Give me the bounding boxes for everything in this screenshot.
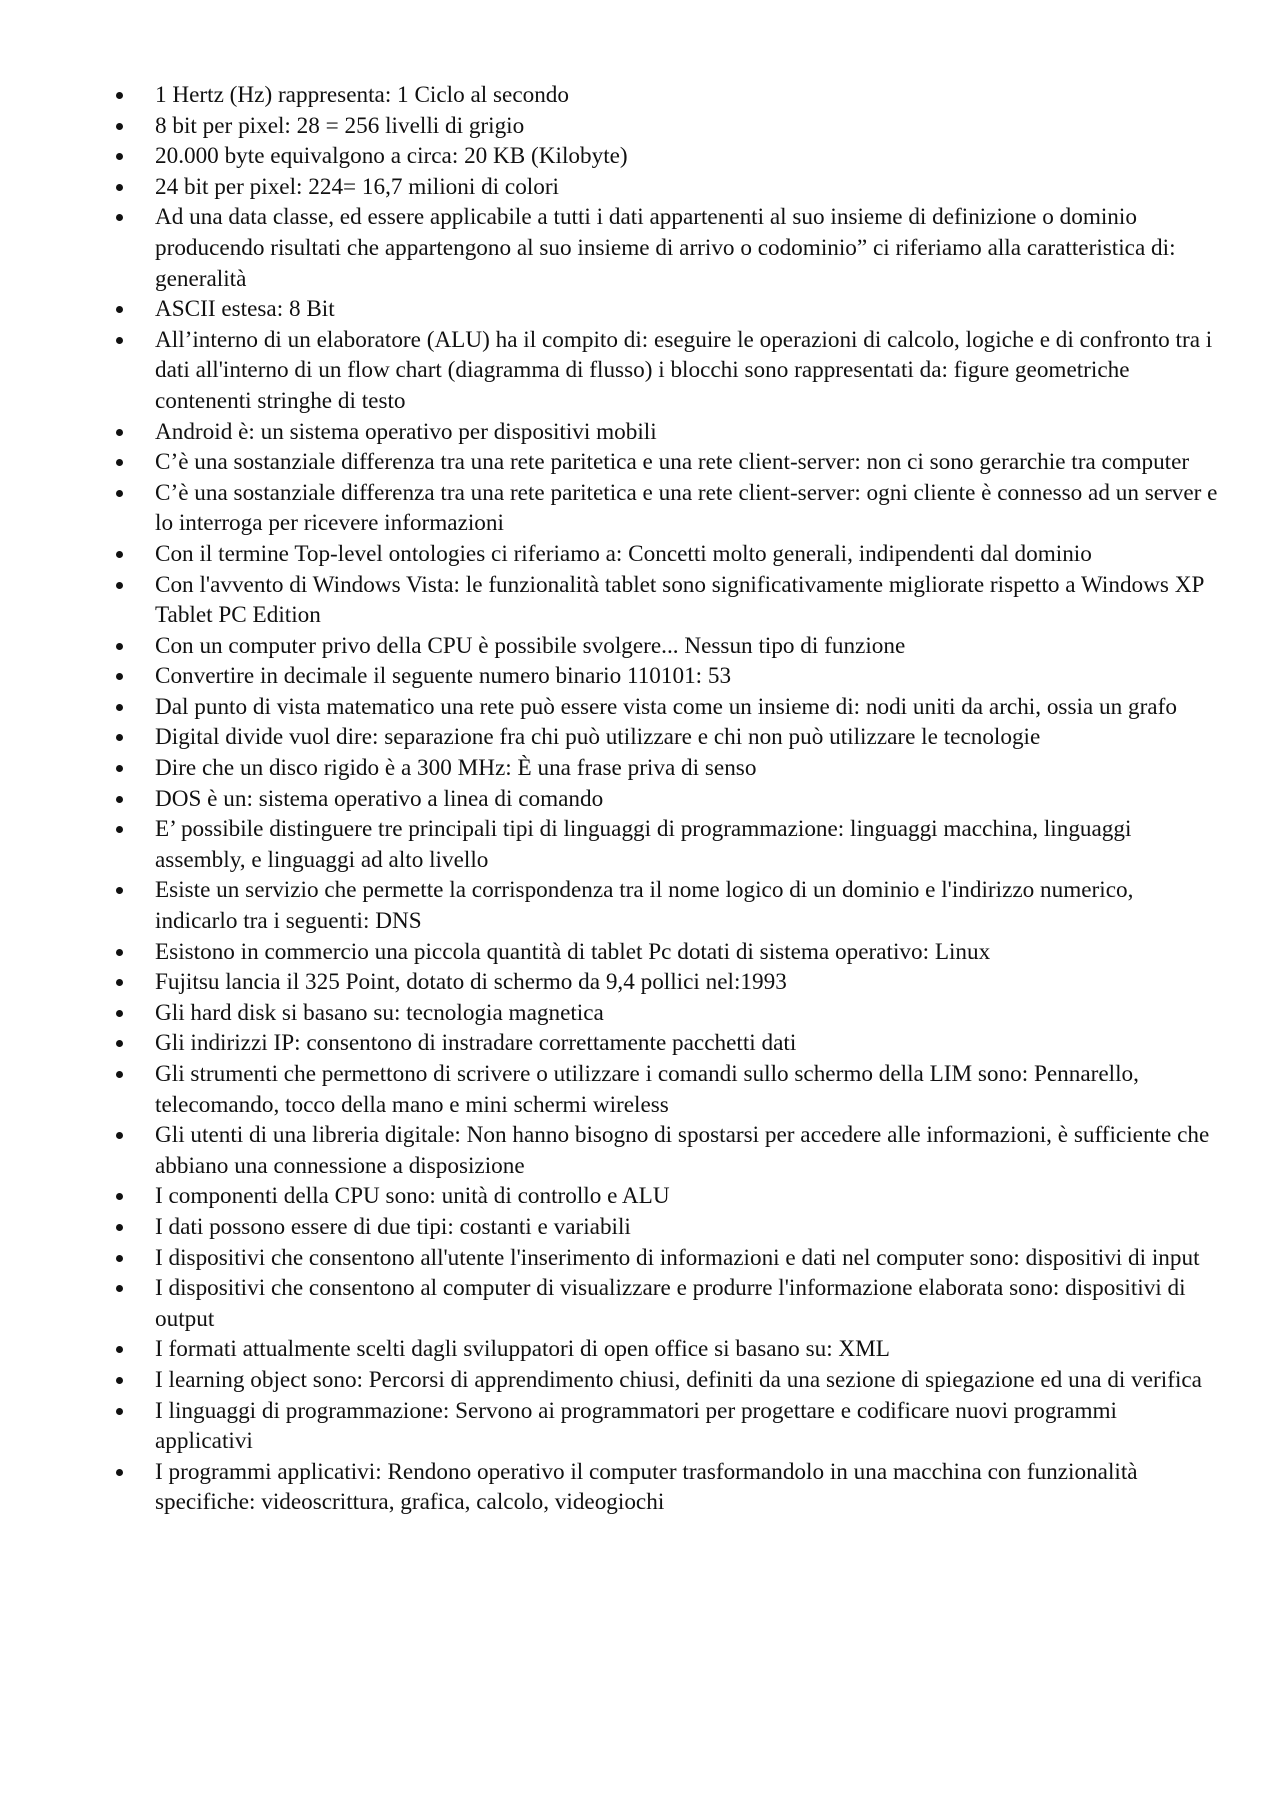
bullet-icon — [116, 796, 123, 803]
bullet-icon — [116, 490, 123, 497]
list-item — [113, 539, 1218, 570]
bullet-icon — [116, 704, 123, 711]
bullet-icon — [116, 826, 123, 833]
list-item-text: Dal punto di vista matematico una rete può essere vista come un insieme di: nodi uniti da archi, ossia un grafo — [155, 693, 1177, 720]
bullet-icon — [116, 1224, 123, 1231]
bullet-icon — [116, 1377, 123, 1384]
list-item — [113, 1120, 1218, 1181]
list-item-text: Android è: un sistema operativo per dispositivi mobili — [155, 418, 657, 445]
list-item-text: Con un computer privo della CPU è possibile svolgere... Nessun tipo di funzione — [155, 632, 906, 659]
bullet-icon — [116, 1408, 123, 1415]
list-item — [113, 784, 1218, 815]
list-item-text: Esistono in commercio una piccola quantità di tablet Pc dotati di sistema operativo: Linux — [155, 938, 991, 965]
list-item-text: Con l'avvento di Windows Vista: le funzionalità tablet sono significativamente migliorate rispetto a Windows XP Tablet PC Edition — [155, 571, 1204, 629]
list-item-text: 1 Hertz (Hz) rappresenta: 1 Ciclo al secondo — [155, 82, 569, 108]
list-item — [113, 80, 1218, 111]
bullet-icon — [116, 1469, 123, 1476]
list-item-text: Esiste un servizio che permette la corrispondenza tra il nome logico di un dominio e l'indirizzo numerico, indicarlo tra i seguenti: DNS — [155, 877, 1134, 935]
bullet-icon — [116, 1071, 123, 1078]
list-item — [113, 722, 1218, 753]
list-item — [113, 325, 1218, 417]
bullet-icon — [116, 1255, 123, 1262]
list-item — [113, 1334, 1218, 1365]
bullet-icon — [116, 551, 123, 558]
list-item-text: Gli indirizzi IP: consentono di instradare correttamente pacchetti dati — [155, 1030, 797, 1057]
list-item-text: Gli utenti di una libreria digitale: Non hanno bisogno di spostarsi per accedere alle informazioni, è sufficiente che abbiano una connessione a disposizione — [155, 1122, 1210, 1179]
list-item-text: I learning object sono: Percorsi di apprendimento chiusi, definiti da una sezione di spiegazione ed una di verifica — [155, 1366, 1202, 1393]
list-item — [113, 111, 1218, 142]
bullet-icon — [116, 337, 123, 344]
bullet-icon — [116, 1040, 123, 1047]
list-item — [113, 172, 1218, 203]
list-item — [113, 417, 1218, 448]
list-item-text: DOS è un: sistema operativo a linea di comando — [155, 785, 604, 812]
bullet-icon — [116, 949, 123, 956]
bullet-icon — [116, 92, 123, 99]
bullet-icon — [116, 643, 123, 650]
list-item — [113, 570, 1218, 631]
list-item — [113, 814, 1218, 875]
list-item-text: I programmi applicativi: Rendono operativo il computer trasformandolo in una macchina con funzionalità specifiche: videoscrittura, grafica, calcolo, videogiochi — [155, 1458, 1138, 1516]
list-item-text: 8 bit per pixel: 28 = 256 livelli di grigio — [155, 112, 525, 139]
bullet-icon — [116, 459, 123, 466]
list-item-text: Gli strumenti che permettono di scrivere o utilizzare i comandi sullo schermo della LIM sono: Pennarello, telecomando, tocco della mano e mini schermi wireless — [155, 1061, 1139, 1118]
list-item-text: E’ possibile distinguere tre principali tipi di linguaggi di programmazione: linguaggi macchina, linguaggi assembly, e linguaggi ad alto livello — [155, 816, 1132, 873]
list-item — [113, 1181, 1218, 1212]
list-item-text: ASCII estesa: 8 Bit — [155, 296, 335, 323]
list-item-text: Convertire in decimale il seguente numero binario 110101: 53 — [155, 663, 732, 690]
list-item — [113, 967, 1218, 998]
list-item — [113, 1457, 1218, 1518]
list-item-text: I linguaggi di programmazione: Servono ai programmatori per progettare e codificare nuovi programmi applicativi — [155, 1397, 1117, 1455]
list-item — [113, 1243, 1218, 1274]
bullet-icon — [116, 765, 123, 772]
list-item-text: C’è una sostanziale differenza tra una rete paritetica e una rete client-server: non ci sono gerarchie tra computer — [155, 449, 1190, 476]
bullet-list — [113, 80, 1218, 1518]
list-item — [113, 1396, 1218, 1457]
bullet-icon — [116, 1193, 123, 1200]
list-item — [113, 661, 1218, 692]
list-item-text: Fujitsu lancia il 325 Point, dotato di schermo da 9,4 pollici nel:1993 — [155, 969, 787, 996]
list-item — [113, 294, 1218, 325]
list-item-text: I dispositivi che consentono al computer di visualizzare e produrre l'informazione elaborata sono: dispositivi di output — [155, 1275, 1186, 1332]
list-item — [113, 753, 1218, 784]
bullet-icon — [116, 214, 123, 221]
list-item-text: 20.000 byte equivalgono a circa: 20 KB (Kilobyte) — [155, 143, 628, 170]
list-item — [113, 937, 1218, 968]
bullet-icon — [116, 979, 123, 986]
list-item — [113, 1365, 1218, 1396]
bullet-icon — [116, 1285, 123, 1292]
list-item-text: 24 bit per pixel: 224= 16,7 milioni di colori — [155, 173, 560, 200]
list-item — [113, 447, 1218, 478]
list-item-text: I componenti della CPU sono: unità di controllo e ALU — [155, 1183, 670, 1210]
list-item — [113, 1059, 1218, 1120]
bullet-icon — [116, 184, 123, 191]
list-item-text: Digital divide vuol dire: separazione fra chi può utilizzare e chi non può utilizzare le tecnologie — [155, 724, 1041, 751]
list-item — [113, 631, 1218, 662]
list-item — [113, 1028, 1218, 1059]
bullet-icon — [116, 887, 123, 894]
bullet-icon — [116, 1010, 123, 1017]
bullet-icon — [116, 306, 123, 313]
list-item-text: I formati attualmente scelti dagli sviluppatori di open office si basano su: XML — [155, 1336, 890, 1363]
list-item — [113, 478, 1218, 539]
list-item — [113, 1212, 1218, 1243]
bullet-icon — [116, 673, 123, 680]
list-item — [113, 1273, 1218, 1334]
list-item-text: Dire che un disco rigido è a 300 MHz: È una frase priva di senso — [155, 755, 757, 782]
bullet-icon — [116, 429, 123, 436]
bullet-icon — [116, 1346, 123, 1353]
bullet-icon — [116, 153, 123, 160]
list-item-text: C’è una sostanziale differenza tra una rete paritetica e una rete client-server: ogni cliente è connesso ad un server e lo interroga per ricevere informazioni — [155, 479, 1218, 537]
list-item-text: Gli hard disk si basano su: tecnologia magnetica — [155, 999, 604, 1026]
bullet-icon — [116, 734, 123, 741]
bullet-icon — [116, 582, 123, 589]
list-item-text: Con il termine Top-level ontologies ci riferiamo a: Concetti molto generali, indipendenti dal dominio — [155, 540, 1092, 567]
bullet-icon — [116, 1132, 123, 1139]
list-item-text: All’interno di un elaboratore (ALU) ha il compito di: eseguire le operazioni di calcolo, logiche e di confronto tra i dati all'interno di un flow chart (diagramma di flusso) i blocchi sono rappresentati da: figure geometriche contenenti stringhe di testo — [155, 326, 1213, 414]
list-item-text: Ad una data classe, ed essere applicabile a tutti i dati appartenenti al suo insieme di definizione o dominio producendo risultati che appartengono al suo insieme di arrivo o codominio” ci riferiamo alla caratteristica di: generalità — [155, 204, 1176, 292]
list-item — [113, 141, 1218, 172]
list-item — [113, 692, 1218, 723]
list-item-text: I dispositivi che consentono all'utente l'inserimento di informazioni e dati nel computer sono: dispositivi di input — [155, 1244, 1200, 1271]
list-item — [113, 202, 1218, 294]
list-item — [113, 875, 1218, 936]
list-item-text: I dati possono essere di due tipi: costanti e variabili — [155, 1213, 631, 1240]
list-item — [113, 998, 1218, 1029]
bullet-icon — [116, 123, 123, 130]
